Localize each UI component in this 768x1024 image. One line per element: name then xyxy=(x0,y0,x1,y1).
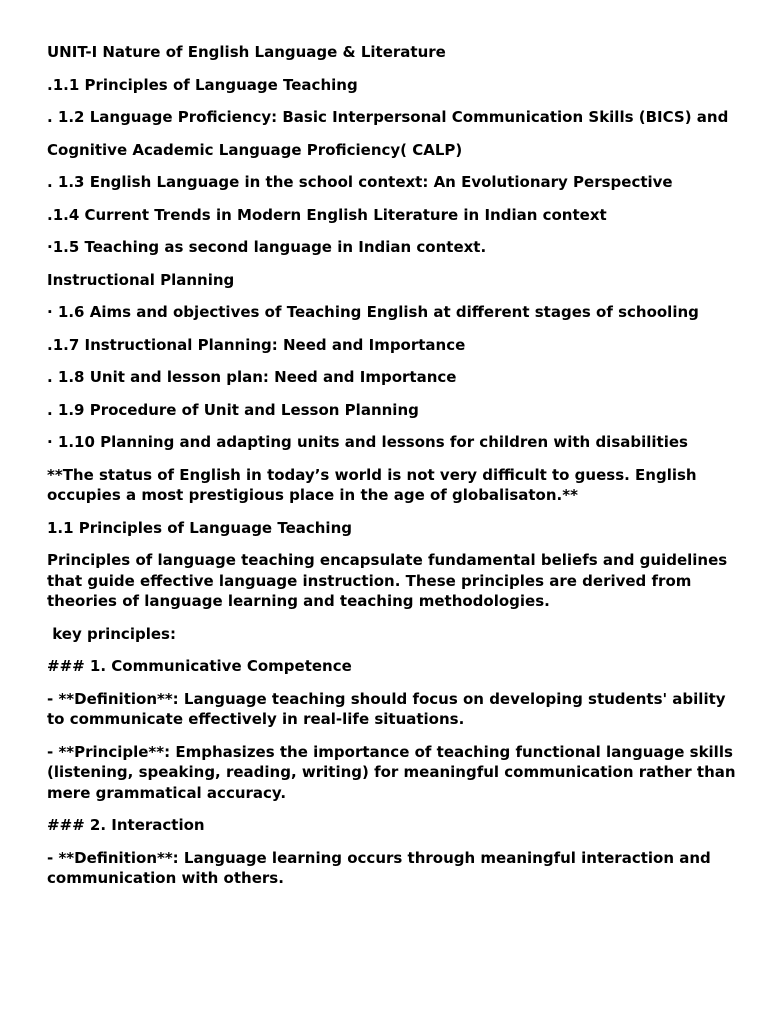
section-heading-principles: 1.1 Principles of Language Teaching xyxy=(47,518,352,537)
toc-item-1-4: .1.4 Current Trends in Modern English Literature in Indian context xyxy=(47,205,607,224)
toc-item-1-8: . 1.8 Unit and lesson plan: Need and Importance xyxy=(47,368,457,386)
communicative-principle: - **Principle**: Emphasizes the importance of teaching functional language skills (listening, speaking, reading, writing) for meaningful communication rather than mere grammatical accuracy. xyxy=(47,742,741,802)
toc-item-1-3: . 1.3 English Language in the school context: An Evolutionary Perspective xyxy=(47,173,673,191)
unit-title: UNIT-I Nature of English Language & Literature xyxy=(47,43,446,61)
section-heading-instructional-planning: Instructional Planning xyxy=(47,270,235,289)
toc-item-1-1: .1.1 Principles of Language Teaching xyxy=(47,75,358,94)
principles-intro-paragraph: Principles of language teaching encapsulate fundamental beliefs and guidelines that guide effective language instruction. These principles are derived from theories of language learning and teaching methodologies. xyxy=(47,551,733,610)
toc-item-1-9: . 1.9 Procedure of Unit and Lesson Planning xyxy=(47,400,419,419)
document-body xyxy=(47,42,741,901)
heading-interaction: ### 2. Interaction xyxy=(47,816,205,834)
key-principles-label: key principles: xyxy=(47,624,176,643)
heading-communicative-competence: ### 1. Communicative Competence xyxy=(47,657,352,675)
status-of-english-paragraph: **The status of English in today’s world is not very difficult to guess. English occupies a most prestigious place in the age of globalisaton.** xyxy=(47,465,702,504)
toc-item-1-7: .1.7 Instructional Planning: Need and Importance xyxy=(47,335,466,354)
communicative-definition: - **Definition**: Language teaching should focus on developing students' ability to communicate effectively in real-life situations. xyxy=(47,689,731,728)
toc-item-1-2: . 1.2 Language Proficiency: Basic Interpersonal Communication Skills (BICS) and xyxy=(47,108,729,126)
toc-item-1-10: · 1.10 Planning and adapting units and lessons for children with disabilities xyxy=(47,433,688,451)
toc-item-1-5: ·1.5 Teaching as second language in Indian context. xyxy=(47,238,487,256)
interaction-definition: - **Definition**: Language learning occurs through meaningful interaction and communication with others. xyxy=(47,848,717,887)
toc-item-calp: Cognitive Academic Language Proficiency( CALP) xyxy=(47,140,463,159)
toc-item-1-6: · 1.6 Aims and objectives of Teaching English at different stages of schooling xyxy=(47,303,699,321)
